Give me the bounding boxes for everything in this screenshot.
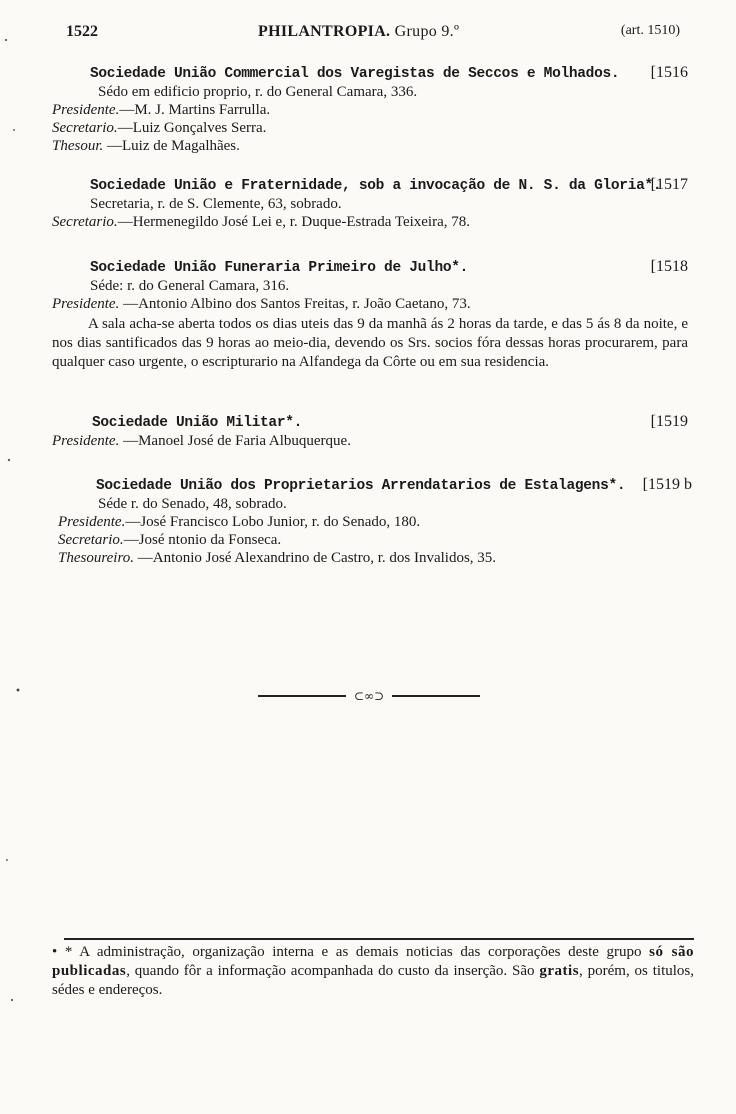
footnote — [52, 943, 694, 1000]
entry-number: [1519 b — [642, 476, 692, 493]
role-label: Thesoureiro. — [58, 550, 134, 566]
role-label: Presidente. — [52, 433, 120, 449]
ornament-line-right — [392, 695, 480, 697]
footnote-text-1: * A administração, organização interna e as demais noticias das corporações deste grupo — [64, 944, 650, 960]
role-value: —Luiz Gonçalves Serra. — [117, 120, 267, 136]
entry-1519 — [52, 413, 688, 450]
role-label: Presidente. — [52, 296, 120, 312]
role-value: —Antonio Albino dos Santos Freitas, r. João Caetano, 73. — [123, 296, 471, 312]
entry-name: Sociedade União Militar*. — [92, 415, 303, 431]
entry-name: Sociedade União Commercial dos Varegistas de Seccos e Molhados. — [90, 66, 620, 82]
role-label: Thesour. — [52, 138, 104, 154]
entry-1517 — [52, 176, 688, 231]
page-number: 1522 — [66, 23, 98, 40]
footnote-text-2: , quando fôr a informação acompanhada do custo da inserção. São — [126, 963, 540, 979]
footnote-emphasis-2: gratis — [539, 963, 580, 979]
entry-address: Séde r. do Senado, 48, sobrado. — [98, 496, 287, 512]
page-edge-specks — [0, 0, 40, 1114]
role-value: —Manoel José de Faria Albuquerque. — [123, 433, 351, 449]
entry-name: Sociedade União e Fraternidade, sob a invocação de N. S. da Gloria*. — [90, 178, 662, 194]
entry-name: Sociedade União dos Proprietarios Arrendatarios de Estalagens*. — [96, 478, 626, 494]
running-title-text: PHILANTROPIA. — [258, 23, 391, 40]
entry-1518 — [52, 258, 688, 372]
role-value: —M. J. Martins Farrulla. — [119, 102, 271, 118]
footnote-bullet-icon: • — [52, 944, 58, 960]
running-title — [258, 23, 459, 41]
section-ornament — [258, 690, 480, 702]
footnote-emphasis-1: só são publicadas — [52, 944, 694, 979]
running-group: Grupo 9.º — [394, 23, 460, 40]
entry-number: [1518 — [650, 258, 688, 275]
entry-1519b — [58, 476, 692, 567]
entry-number: [1516 — [650, 64, 688, 81]
ornament-line-left — [258, 695, 346, 697]
footnote-text-3: , porém, os titulos, sédes e endereços. — [52, 963, 694, 998]
role-label: Presidente. — [52, 102, 120, 118]
role-value: —Hermenegildo José Lei e, r. Duque-Estrada Teixeira, 78. — [117, 214, 470, 230]
role-value: —José ntonio da Fonseca. — [123, 532, 282, 548]
entry-address: Secretaria, r. de S. Clemente, 63, sobrado. — [90, 196, 342, 212]
role-label: Secretario. — [58, 532, 124, 548]
role-label: Presidente. — [58, 514, 126, 530]
entry-address: Séde: r. do General Camara, 316. — [90, 278, 290, 294]
article-ref: (art. 1510) — [620, 23, 680, 38]
entry-address: Sédo em edificio proprio, r. do General Camara, 336. — [98, 84, 418, 100]
ornament-flourish-icon: ⊂∞⊃ — [353, 689, 385, 703]
role-label: Secretario. — [52, 214, 118, 230]
entry-number: [1517 — [650, 176, 688, 193]
entry-name: Sociedade União Funeraria Primeiro de Julho*. — [90, 260, 469, 276]
role-value: —José Francisco Lobo Junior, r. do Senado, 180. — [125, 514, 421, 530]
footnote-rule — [64, 938, 694, 940]
entry-note: A sala acha-se aberta todos os dias uteis das 9 da manhã ás 2 horas da tarde, e das 5 ás 8 da noite, e nos dias santificados das 9 horas ao meio-dia, devendo os Srs. socios fóra dessas horas procurarem, para qualquer caso urgente, o escripturario na Alfandega da Côrte ou em sua residencia. — [52, 316, 688, 370]
role-label: Secretario. — [52, 120, 118, 136]
entry-number: [1519 — [650, 413, 688, 430]
role-value: —Antonio José Alexandrino de Castro, r. dos Invalidos, 35. — [137, 550, 497, 566]
entry-1516 — [52, 64, 688, 155]
role-value: —Luiz de Magalhães. — [107, 138, 240, 154]
page-header — [40, 20, 680, 46]
